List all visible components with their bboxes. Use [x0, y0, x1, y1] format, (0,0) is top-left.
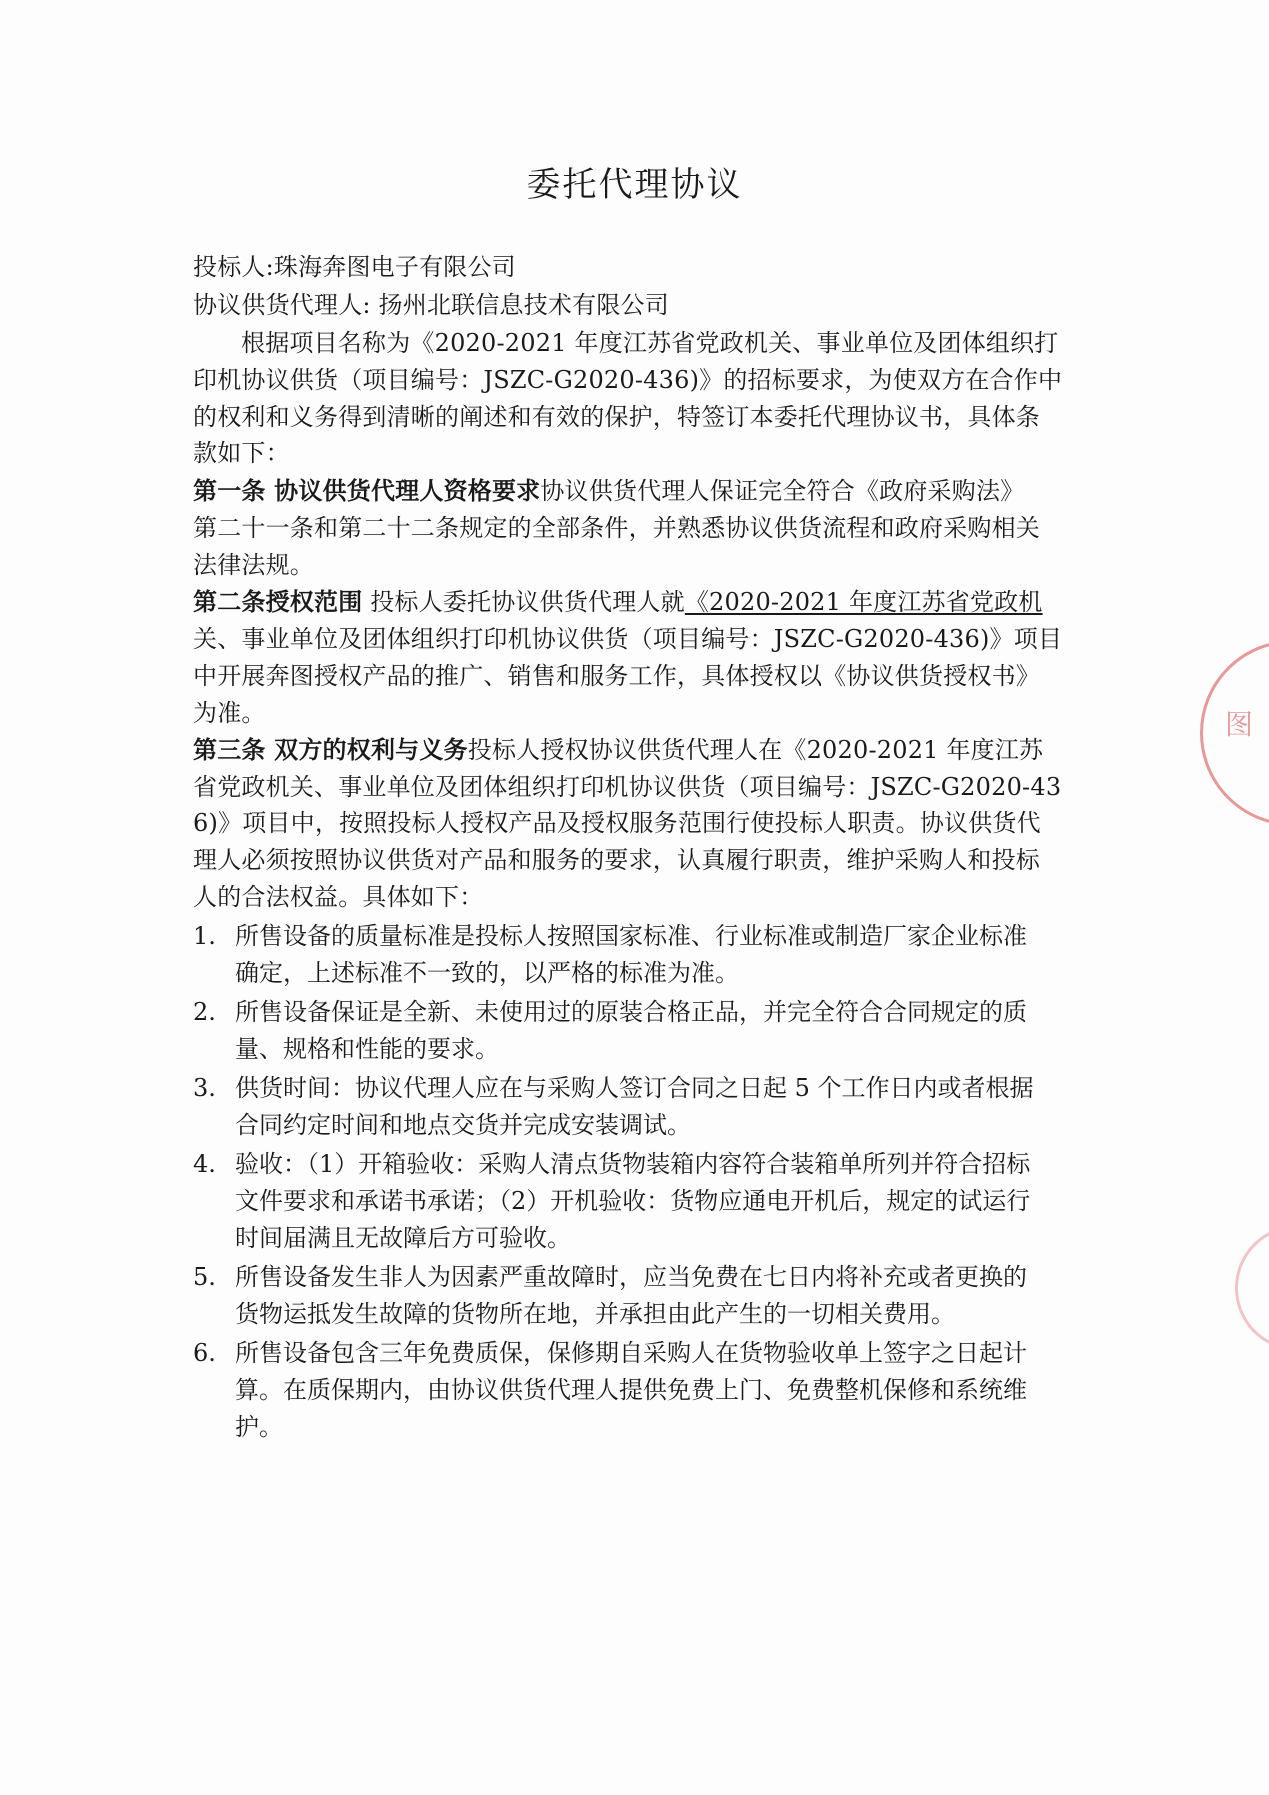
article-3-text: 投标人授权协议供货代理人在《2020-2021 年度江苏	[467, 736, 1044, 764]
article-3-heading: 第三条 双方的权利与义务	[193, 735, 468, 764]
list-item-line: 验收：（1）开箱验收：采购人清点货物装箱内容符合装箱单所列并符合招标	[235, 1150, 1031, 1178]
list-item-line: 确定，上述标准不一致的，以严格的标准为准。	[235, 959, 739, 987]
list-item-number: 6.	[193, 1339, 216, 1367]
list-item-number: 1.	[193, 922, 216, 950]
intro-line-1: 根据项目名称为《2020-2021 年度江苏省党政机关、事业单位及团体组织打	[241, 329, 1059, 357]
article-1-line-2: 第二十一条和第二十二条规定的全部条件，并熟悉协议供货流程和政府采购相关	[193, 514, 1040, 542]
article-2-line-3: 中开展奔图授权产品的推广、销售和服务工作，具体授权以《协议供货授权书》	[193, 662, 1040, 690]
list-item-line: 供货时间：协议代理人应在与采购人签订合同之日起 5 个工作日内或者根据	[235, 1074, 1034, 1102]
list-item-line: 时间届满且无故障后方可验收。	[235, 1224, 571, 1252]
list-item-line: 量、规格和性能的要求。	[235, 1035, 499, 1063]
article-2-line-1	[193, 587, 1078, 617]
article-3-line-5: 人的合法权益。具体如下：	[193, 883, 484, 911]
article-2-line-2: 关、事业单位及团体组织打印机协议供货（项目编号：JSZC-G2020-436)》项目	[193, 625, 1063, 653]
list-item-line: 货物运抵发生故障的货物所在地，并承担由此产生的一切相关费用。	[235, 1300, 955, 1328]
article-2-text: 投标人委托协议供货代理人就	[362, 588, 685, 616]
list-item-line: 合同约定时间和地点交货并完成安装调试。	[235, 1111, 691, 1139]
company-seal-faint	[1235, 1225, 1269, 1351]
list-item-line: 所售设备发生非人为因素严重故障时，应当免费在七日内将补充或者更换的	[235, 1263, 1027, 1291]
list-item-line: 所售设备包含三年免费质保，保修期自采购人在货物验收单上签字之日起计	[235, 1339, 1027, 1367]
list-item-number: 4.	[193, 1150, 216, 1178]
list-item-line: 所售设备的质量标准是投标人按照国家标准、行业标准或制造厂家企业标准	[235, 922, 1027, 950]
bidder-line: 投标人:珠海奔图电子有限公司	[193, 253, 516, 281]
article-3-line-2: 省党政机关、事业单位及团体组织打印机协议供货（项目编号：JSZC-G2020-43	[193, 773, 1062, 801]
article-3-line-3: 6)》项目中，按照投标人授权产品及授权服务范围行使投标人职责。协议供货代	[193, 809, 1041, 837]
list-item-line: 算。在质保期内，由协议供货代理人提供免费上门、免费整机保修和系统维	[235, 1376, 1027, 1404]
article-2-heading: 第二条授权范围	[193, 587, 363, 616]
intro-line-4: 款如下：	[193, 439, 290, 467]
article-2-project-name: 《2020-2021 年度江苏省党政机	[684, 588, 1043, 616]
list-item-number: 2.	[193, 998, 216, 1026]
company-seal	[1200, 640, 1269, 826]
list-item-number: 3.	[193, 1074, 216, 1102]
article-3-line-1	[193, 735, 1078, 765]
intro-line-3: 的权利和义务得到清晰的阐述和有效的保护，特签订本委托代理协议书，具体条	[193, 403, 1040, 431]
list-item-number: 5.	[193, 1263, 216, 1291]
article-1-heading: 第一条 协议供货代理人资格要求	[193, 476, 541, 505]
article-1-line-1	[193, 476, 1078, 506]
list-item-line: 所售设备保证是全新、未使用过的原装合格正品，并完全符合合同规定的质	[235, 998, 1027, 1026]
article-2-line-4: 为准。	[193, 699, 266, 727]
list-item-line: 护。	[235, 1413, 283, 1441]
article-1-text: 协议供货代理人保证完全符合《政府采购法》	[540, 477, 1025, 505]
article-3-line-4: 理人必须按照协议供货对产品和服务的要求，认真履行职责，维护采购人和投标	[193, 846, 1040, 874]
list-item-line: 文件要求和承诺书承诺；（2）开机验收：货物应通电开机后，规定的试运行	[235, 1187, 1031, 1215]
seal-text: 图	[1225, 708, 1254, 741]
agent-line: 协议供货代理人: 扬州北联信息技术有限公司	[193, 291, 669, 319]
article-1-line-3: 法律法规。	[193, 551, 314, 579]
intro-line-2: 印机协议供货（项目编号：JSZC-G2020-436)》的招标要求，为使双方在合作中	[193, 366, 1063, 394]
document-title: 委托代理协议	[526, 165, 743, 205]
